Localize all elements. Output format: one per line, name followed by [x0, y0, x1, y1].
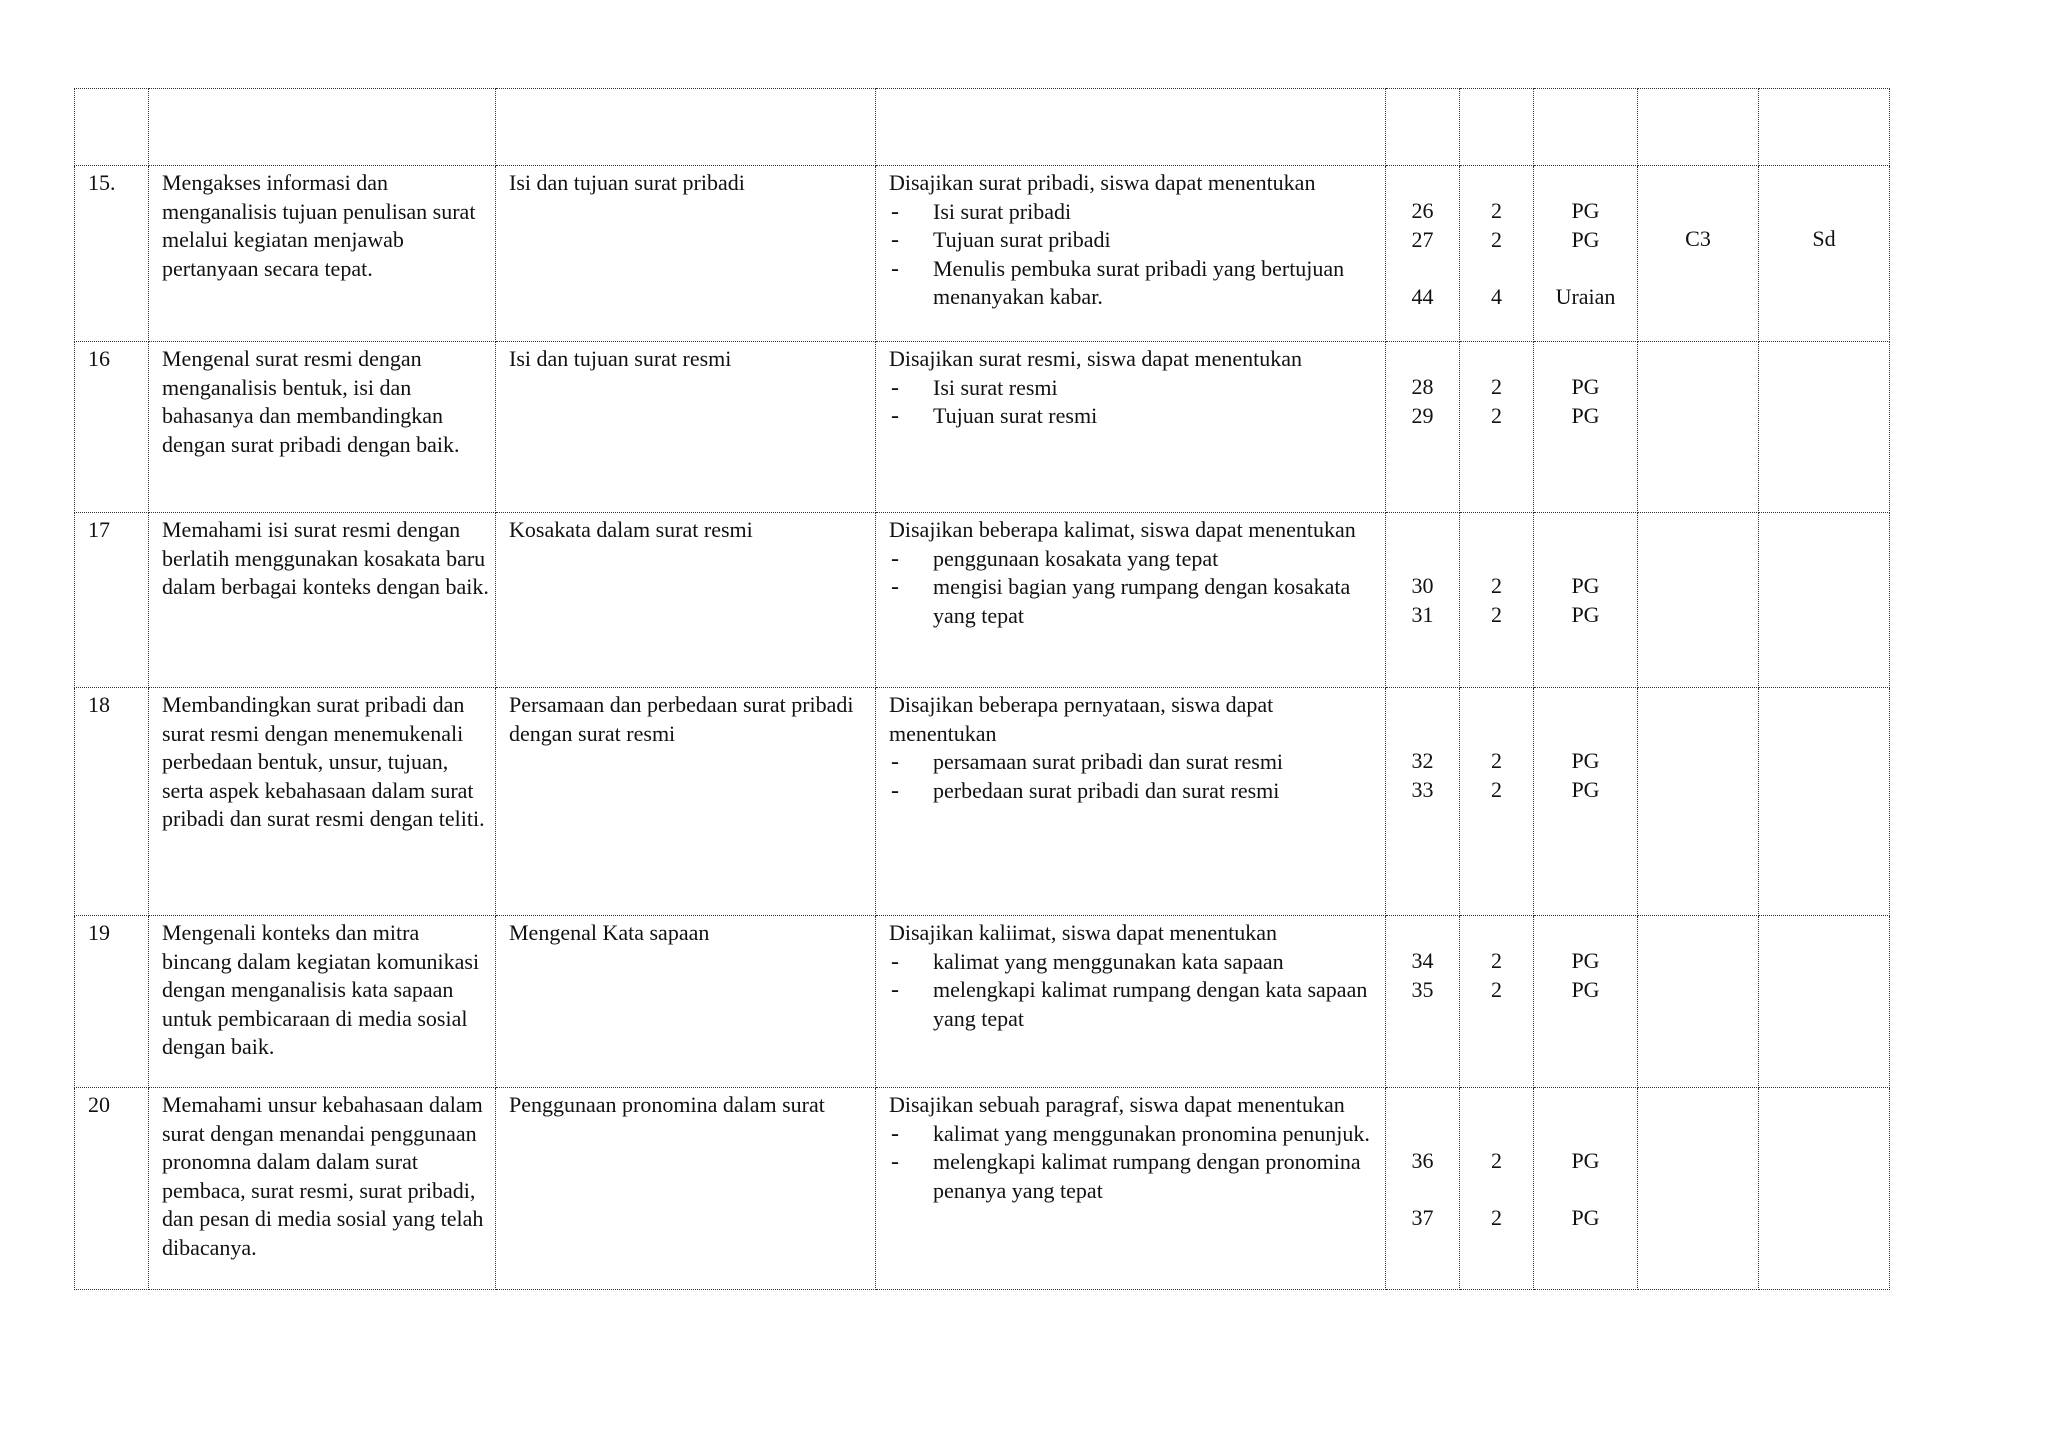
table-cell: [1638, 89, 1759, 166]
indikator-item: - Isi surat pribadi: [889, 198, 1379, 227]
cell-tingkat: [1759, 513, 1890, 688]
cell-tingkat: [1759, 342, 1890, 513]
cell-bentuk-soal: PG PG: [1534, 342, 1638, 513]
cell-materi: Mengenal Kata sapaan: [496, 916, 876, 1088]
cell-bentuk-soal: PG PG: [1534, 688, 1638, 916]
indikator-item: - Isi surat resmi: [889, 374, 1379, 403]
cell-no: 18: [75, 688, 149, 916]
indikator-item: - penggunaan kosakata yang tepat: [889, 545, 1379, 574]
cell-bentuk-soal: PG PG: [1534, 916, 1638, 1088]
cell-skor: 2 2 4: [1460, 166, 1534, 342]
table-cell: [876, 89, 1386, 166]
indikator-item: - Tujuan surat pribadi: [889, 226, 1379, 255]
cell-materi: Isi dan tujuan surat pribadi: [496, 166, 876, 342]
cell-materi: Kosakata dalam surat resmi: [496, 513, 876, 688]
cell-no: 16: [75, 342, 149, 513]
indikator-item: - melengkapi kalimat rumpang dengan pronomina penanya yang tepat: [889, 1148, 1379, 1205]
table-cell: [75, 89, 149, 166]
cell-skor: 2 2: [1460, 513, 1534, 688]
indikator-head: Disajikan beberapa kalimat, siswa dapat menentukan: [889, 517, 1356, 542]
cell-indikator: [876, 1088, 1386, 1290]
cell-indikator: [876, 688, 1386, 916]
cell-kompetensi: Mengenal surat resmi dengan menganalisis bentuk, isi dan bahasanya dan membandingkan dengan surat pribadi dengan baik.: [149, 342, 496, 513]
cell-tingkat: Sd: [1759, 166, 1890, 342]
cell-tingkat: [1759, 688, 1890, 916]
indikator-head: Disajikan kaliimat, siswa dapat menentukan: [889, 920, 1277, 945]
table-cell: [1460, 89, 1534, 166]
table-row: [75, 513, 1890, 688]
table-row: [75, 688, 1890, 916]
cell-no-soal: 28 29: [1386, 342, 1460, 513]
cell-no: 17: [75, 513, 149, 688]
table-cell: [496, 89, 876, 166]
cell-bentuk-soal: PG PG Uraian: [1534, 166, 1638, 342]
cell-no: 15.: [75, 166, 149, 342]
indikator-item: - kalimat yang menggunakan pronomina penunjuk.: [889, 1120, 1379, 1149]
table-row: [75, 916, 1890, 1088]
cell-materi: Persamaan dan perbedaan surat pribadi dengan surat resmi: [496, 688, 876, 916]
cell-level: [1638, 1088, 1759, 1290]
cell-indikator: [876, 342, 1386, 513]
cell-skor: 2 2: [1460, 1088, 1534, 1290]
table-row-blank: [75, 89, 1890, 166]
cell-tingkat: [1759, 1088, 1890, 1290]
cell-skor: 2 2: [1460, 688, 1534, 916]
indikator-head: Disajikan sebuah paragraf, siswa dapat menentukan: [889, 1092, 1345, 1117]
table-row: [75, 342, 1890, 513]
cell-kompetensi: Mengakses informasi dan menganalisis tujuan penulisan surat melalui kegiatan menjawab pertanyaan secara tepat.: [149, 166, 496, 342]
table-cell: [1386, 89, 1460, 166]
cell-indikator: [876, 916, 1386, 1088]
cell-level: [1638, 513, 1759, 688]
table-cell: [1534, 89, 1638, 166]
table-row: [75, 166, 1890, 342]
cell-bentuk-soal: PG PG: [1534, 513, 1638, 688]
cell-materi: Isi dan tujuan surat resmi: [496, 342, 876, 513]
cell-indikator: [876, 166, 1386, 342]
cell-kompetensi: Memahami isi surat resmi dengan berlatih menggunakan kosakata baru dalam berbagai konteks dengan baik.: [149, 513, 496, 688]
cell-skor: 2 2: [1460, 916, 1534, 1088]
indikator-item: - kalimat yang menggunakan kata sapaan: [889, 948, 1379, 977]
cell-level: [1638, 916, 1759, 1088]
indikator-head: Disajikan surat resmi, siswa dapat menentukan: [889, 346, 1303, 371]
cell-skor: 2 2: [1460, 342, 1534, 513]
cell-bentuk-soal: PG PG: [1534, 1088, 1638, 1290]
table-cell: [1759, 89, 1890, 166]
indikator-head: Disajikan beberapa pernyataan, siswa dapat menentukan: [889, 692, 1274, 746]
indikator-item: - Menulis pembuka surat pribadi yang bertujuan menanyakan kabar.: [889, 255, 1379, 312]
cell-level: C3: [1638, 166, 1759, 342]
cell-no-soal: 30 31: [1386, 513, 1460, 688]
cell-indikator: [876, 513, 1386, 688]
cell-level: [1638, 688, 1759, 916]
cell-kompetensi: Mengenali konteks dan mitra bincang dalam kegiatan komunikasi dengan menganalisis kata sapaan untuk pembicaraan di media sosial dengan baik.: [149, 916, 496, 1088]
indikator-head: Disajikan surat pribadi, siswa dapat menentukan: [889, 170, 1316, 195]
cell-no: 19: [75, 916, 149, 1088]
cell-kompetensi: Membandingkan surat pribadi dan surat resmi dengan menemukenali perbedaan bentuk, unsur, tujuan, serta aspek kebahasaan dalam surat pribadi dan surat resmi dengan teliti.: [149, 688, 496, 916]
cell-tingkat: [1759, 916, 1890, 1088]
table-row: [75, 1088, 1890, 1290]
cell-no: 20: [75, 1088, 149, 1290]
cell-no-soal: 32 33: [1386, 688, 1460, 916]
indikator-item: - Tujuan surat resmi: [889, 402, 1379, 431]
indikator-item: - melengkapi kalimat rumpang dengan kata sapaan yang tepat: [889, 976, 1379, 1033]
indikator-item: - persamaan surat pribadi dan surat resmi: [889, 748, 1379, 777]
cell-no-soal: 26 27 44: [1386, 166, 1460, 342]
cell-no-soal: 34 35: [1386, 916, 1460, 1088]
cell-materi: Penggunaan pronomina dalam surat: [496, 1088, 876, 1290]
cell-kompetensi: Memahami unsur kebahasaan dalam surat dengan menandai penggunaan pronomna dalam dalam surat pembaca, surat resmi, surat pribadi, dan pesan di media sosial yang telah dibacanya.: [149, 1088, 496, 1290]
table-cell: [149, 89, 496, 166]
cell-no-soal: 36 37: [1386, 1088, 1460, 1290]
indikator-item: - perbedaan surat pribadi dan surat resmi: [889, 777, 1379, 806]
cell-level: [1638, 342, 1759, 513]
indikator-item: - mengisi bagian yang rumpang dengan kosakata yang tepat: [889, 573, 1379, 630]
kisi-kisi-table: [74, 88, 1890, 1290]
